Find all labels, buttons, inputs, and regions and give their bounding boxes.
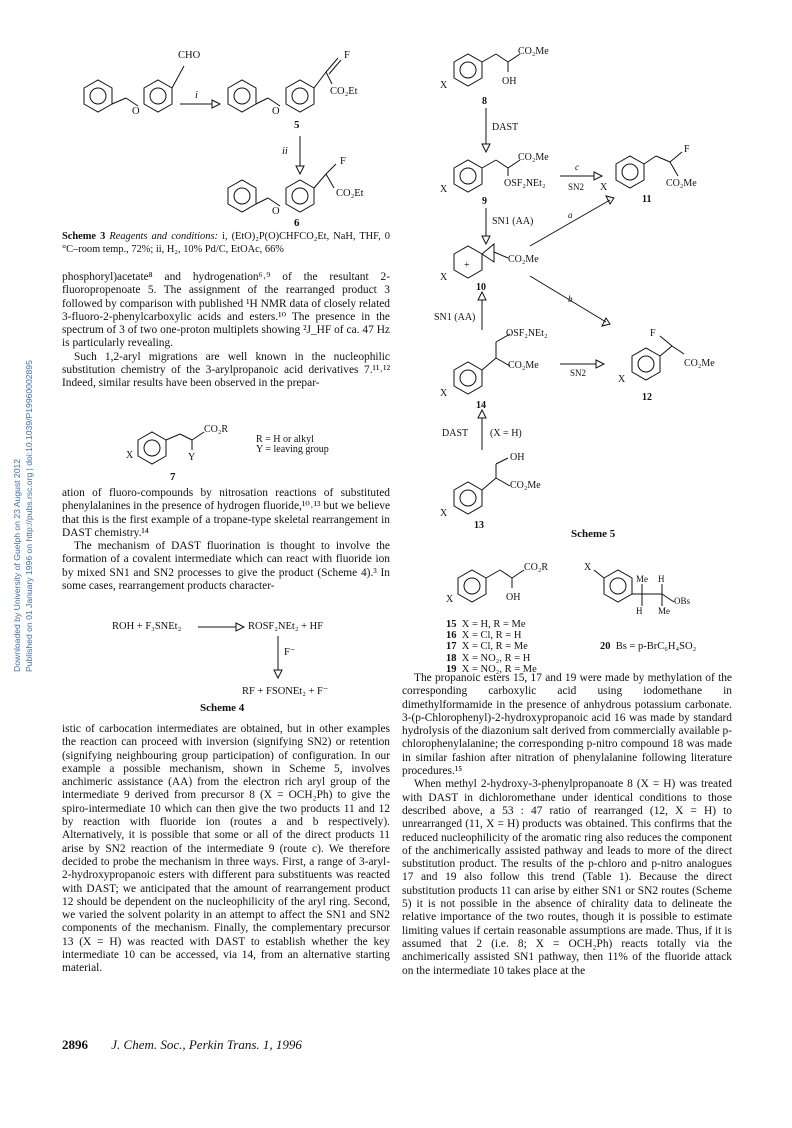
compound-8-number: 8 bbox=[482, 96, 487, 107]
x-14: X bbox=[440, 388, 448, 399]
scheme-4-reactants: ROH + F₃SNEt₂ bbox=[112, 621, 182, 632]
downloaded-notice: Downloaded by University of Guelph on 23 August 2012 bbox=[12, 458, 22, 672]
compound-13-number: 13 bbox=[474, 520, 484, 530]
journal-citation: J. Chem. Soc., Perkin Trans. 1, 1996 bbox=[111, 1037, 302, 1052]
r-definition: R = H or alkyl bbox=[256, 434, 314, 445]
sn2-label-2: SN2 bbox=[570, 368, 587, 378]
x-15: X bbox=[446, 594, 454, 605]
dast-label-1: DAST bbox=[492, 122, 519, 133]
compound-5-number: 5 bbox=[294, 119, 300, 131]
route-c-label: c bbox=[575, 162, 579, 172]
x-20: X bbox=[584, 562, 592, 573]
download-sidebar bbox=[6, 220, 36, 680]
co2me-12: CO₂Me bbox=[684, 358, 715, 369]
co2me-13: CO₂Me bbox=[510, 480, 541, 491]
scheme-5-figure bbox=[420, 40, 750, 530]
compound-9-number: 9 bbox=[482, 196, 487, 207]
compound-11-number: 11 bbox=[642, 194, 652, 205]
scheme-3-label: Scheme 3 bbox=[62, 231, 106, 242]
page-footer bbox=[62, 1037, 302, 1053]
compound-7-number: 7 bbox=[170, 471, 176, 480]
co2me-9: CO₂Me bbox=[518, 152, 549, 163]
compound-row-15: 15 X = H, R = Me bbox=[446, 619, 526, 630]
left-paragraph-3: ation of fluoro-compounds by nitrosation reactions of substituted phenylalanines in the presence of hydrogen fluoride,¹⁰˒¹³ but we believe that this is the first example of a tropane-type skeletal rearrangement in DAST chemistry.¹⁴ bbox=[62, 487, 390, 539]
f-label-6: F bbox=[340, 156, 346, 167]
compound-row-19: 19 X = NO₂, R = Me bbox=[446, 663, 537, 675]
co2et-label-6: CO₂Et bbox=[336, 188, 364, 199]
f-12: F bbox=[650, 328, 656, 339]
cation-plus: + bbox=[464, 260, 470, 271]
osf2net2-14: OSF₂NEt₂ bbox=[506, 328, 548, 339]
compound-10-number: 10 bbox=[476, 282, 486, 293]
right-text-block bbox=[402, 672, 732, 978]
step-i-label: i bbox=[195, 90, 198, 101]
scheme-4-product: RF + FSONEt₂ + F⁻ bbox=[242, 686, 329, 697]
h-20-bottom: H bbox=[636, 606, 643, 616]
co2me-10: CO₂Me bbox=[508, 254, 539, 265]
left-paragraph-1: phosphoryl)acetate⁸ and hydrogenation⁶˒⁹ of the resultant 2-fluoropropenoate 5. The assignment of the rearranged product 3 followed by comparison with published ¹H NMR data of closely related 3-fluoro-2-phenylcarboxylic acids and esters.¹⁰ The presence in the spectrum of 3 of two one-proton multiplets showing ²J_HF of ca. 47 Hz is particularly revealing. bbox=[62, 271, 390, 350]
oh-15: OH bbox=[506, 592, 521, 603]
x-9: X bbox=[440, 184, 448, 195]
o-label-6: O bbox=[272, 206, 280, 217]
o-label-5: O bbox=[272, 106, 280, 117]
route-a-label: a bbox=[568, 210, 573, 220]
o-label-1: O bbox=[132, 106, 140, 117]
scheme-4-arrow-1 bbox=[196, 620, 246, 634]
x-12: X bbox=[618, 374, 626, 385]
co2et-label-5: CO₂Et bbox=[330, 86, 358, 97]
x-label-7: X bbox=[126, 450, 134, 461]
sn2-label-1: SN2 bbox=[568, 182, 585, 192]
page-number: 2896 bbox=[62, 1037, 88, 1052]
left-paragraph-2: Such 1,2-aryl migrations are well known in the nucleophilic substitution chemistry of the 3-arylpropanoic acid derivatives 7.¹¹˒¹² Indeed, similar results have been observed in the prepar- bbox=[62, 350, 390, 390]
x-11: X bbox=[600, 182, 608, 193]
scheme-3-caption bbox=[62, 231, 390, 257]
oh-13: OH bbox=[510, 452, 525, 463]
y-label-7: Y bbox=[188, 452, 196, 463]
dast-label-2: DAST bbox=[442, 428, 469, 439]
f-label-5: F bbox=[344, 50, 350, 61]
obs-20: OBs bbox=[674, 596, 691, 606]
compound-14-number: 14 bbox=[476, 400, 486, 411]
left-text-block-1 bbox=[62, 271, 390, 391]
left-paragraph-4: The mechanism of DAST fluorination is thought to involve the formation of a covalent intermediate which can react with fluoride ion by mixed SN1 and SN2 processes to give the product (Scheme 4).³ In some cases, rearrangement products character- bbox=[62, 540, 390, 593]
f-11: F bbox=[684, 144, 690, 155]
sn1aa-label-1: SN1 (AA) bbox=[492, 216, 534, 227]
compound-row-18: 18 X = NO₂, R = H bbox=[446, 652, 531, 664]
step-ii-label: ii bbox=[282, 146, 288, 157]
left-text-block-2 bbox=[62, 487, 390, 593]
route-b-label: b bbox=[568, 294, 573, 304]
scheme-3-figure bbox=[60, 28, 390, 228]
published-notice: Published on 01 January 1996 on http://pubs.rsc.org | doi:10.1039/P19960002895 bbox=[24, 360, 34, 672]
left-paragraph-5: istic of carbocation intermediates are obtained, but in other examples the reaction can proceed with inversion (signifying SN2) or retention (signifying neighbouring group participation) of configuration. In our example a possible mechanism, shown in Scheme 5, involves anchimeric assistance (AA) from the electron rich aryl group of the intermediate 9 derived from precursor 8 (X = OCH₂Ph) to give the spiro-intermediate 10 which can then give the two products 11 and 12 by reaction with fluoride ion (routes a and b respectively). Alternatively, it is possible that some or all of the direct products 11 arise by SN2 reaction of the intermediate 9 (route c). We therefore decided to probe the mechanism in three ways. First, a range of 3-aryl-2-hydroxypropanoic esters with different para substituents was reacted with DAST; we anticipated that the amount of rearrangement product 12 should be dependent on the nucleophilicity of the aryl ring. Second, we varied the solvent polarity in an attempt to affect the SN1 and SN2 components of the mechanism. Finally, the complementary precursor 13 (X = H) was reacted with DAST to establish whether the key intermediate 10 can be accessed, via 14, from an alternative starting material. bbox=[62, 723, 390, 975]
sn1aa-label-2: SN1 (AA) bbox=[434, 312, 476, 323]
oh-8: OH bbox=[502, 76, 517, 87]
me-20-top: Me bbox=[636, 574, 648, 584]
compound-6-number: 6 bbox=[294, 217, 300, 228]
compound-12-number: 12 bbox=[642, 392, 652, 403]
me-20-bottom: Me bbox=[658, 606, 670, 616]
co2me-11: CO₂Me bbox=[666, 178, 697, 189]
right-paragraph-2: When methyl 2-hydroxy-3-phenylpropanoate 8 (X = H) was treated with DAST in dichloromethane under identical conditions to those described above, a 53 : 47 ratio of rearranged (12, X = H) to unrearranged (11, X = H) products was obtained. This confirms that the reduced nucleophilicity of the aromatic ring also reduces the component of the anchimerically assisted pathway and leads to more of the direct substitution product. The results of the p-chloro and p-nitro analogues 17 and 19 also follow this trend (Table 1). Because the direct substitution products 11 can arise by either SN1 or SN2 routes (Scheme 5) it is not possible in the absence of chirality data to delineate the relative importance of the two routes, though it is possible to estimate limiting values if certain reasonable assumptions are made. Thus, if it is assumed that 2 (i.e. 8; X = OCH₂Ph) reacts totally via the anchimerically assisted SN1 pathway, then 11% of the fluoride attack on the intermediate 10 takes place at the bbox=[402, 778, 732, 977]
co2r-15: CO₂R bbox=[524, 562, 549, 573]
y-definition: Y = leaving group bbox=[256, 444, 329, 455]
co2r-label-7: CO₂R bbox=[204, 424, 229, 435]
x-10: X bbox=[440, 272, 448, 283]
compound-20-caption bbox=[600, 641, 696, 652]
scheme-4-fluoride: F⁻ bbox=[284, 647, 296, 658]
cho-label: CHO bbox=[178, 50, 201, 61]
caption-italic: Reagents and conditions: bbox=[109, 231, 218, 242]
compound-row-16: 16 X = Cl, R = H bbox=[446, 630, 522, 642]
co2me-8: CO₂Me bbox=[518, 46, 549, 57]
right-paragraph-1: The propanoic esters 15, 17 and 19 were made by methylation of the corresponding carboxylic acid using iodomethane in dimethylformamide in the presence of anhydrous potassium carbonate. 3-(p-Chlorophenyl)-2-hydroxypropanoic acid 16 was made by standard hydrolysis of the diazonium salt derived from commercially available p-chlorophenylalanine; the corresponding p-nitro compound 18 was made in similar fashion after nitration of phenylalanine following literature procedures.¹⁵ bbox=[402, 672, 732, 778]
x-equals-h-label: (X = H) bbox=[490, 428, 522, 439]
x-8: X bbox=[440, 80, 448, 91]
osf2net2-9: OSF₂NEt₂ bbox=[504, 178, 546, 189]
compound-row-17: 17 X = Cl, R = Me bbox=[446, 641, 528, 653]
scheme-4-label: Scheme 4 bbox=[200, 702, 245, 714]
compound-list bbox=[446, 619, 537, 675]
compound-7-figure bbox=[108, 414, 368, 480]
scheme-4-intermediate: ROSF₂NEt₂ + HF bbox=[248, 621, 324, 632]
scheme-5-label: Scheme 5 bbox=[571, 528, 616, 540]
x-13: X bbox=[440, 508, 448, 519]
left-text-block-3 bbox=[62, 723, 390, 976]
bs-definition: Bs = p-BrC₆H₄SO₂ bbox=[615, 641, 697, 652]
h-20-top: H bbox=[658, 574, 665, 584]
co2me-14: CO₂Me bbox=[508, 360, 539, 371]
compound-20-number: 20 bbox=[600, 641, 611, 652]
caption-text: i, (EtO)₂P(O)CHFCO₂Et, NaH, THF, 0 °C–room temp., 72%; ii, H₂, 10% Pd/C, EtOAc, 66% bbox=[62, 231, 390, 255]
